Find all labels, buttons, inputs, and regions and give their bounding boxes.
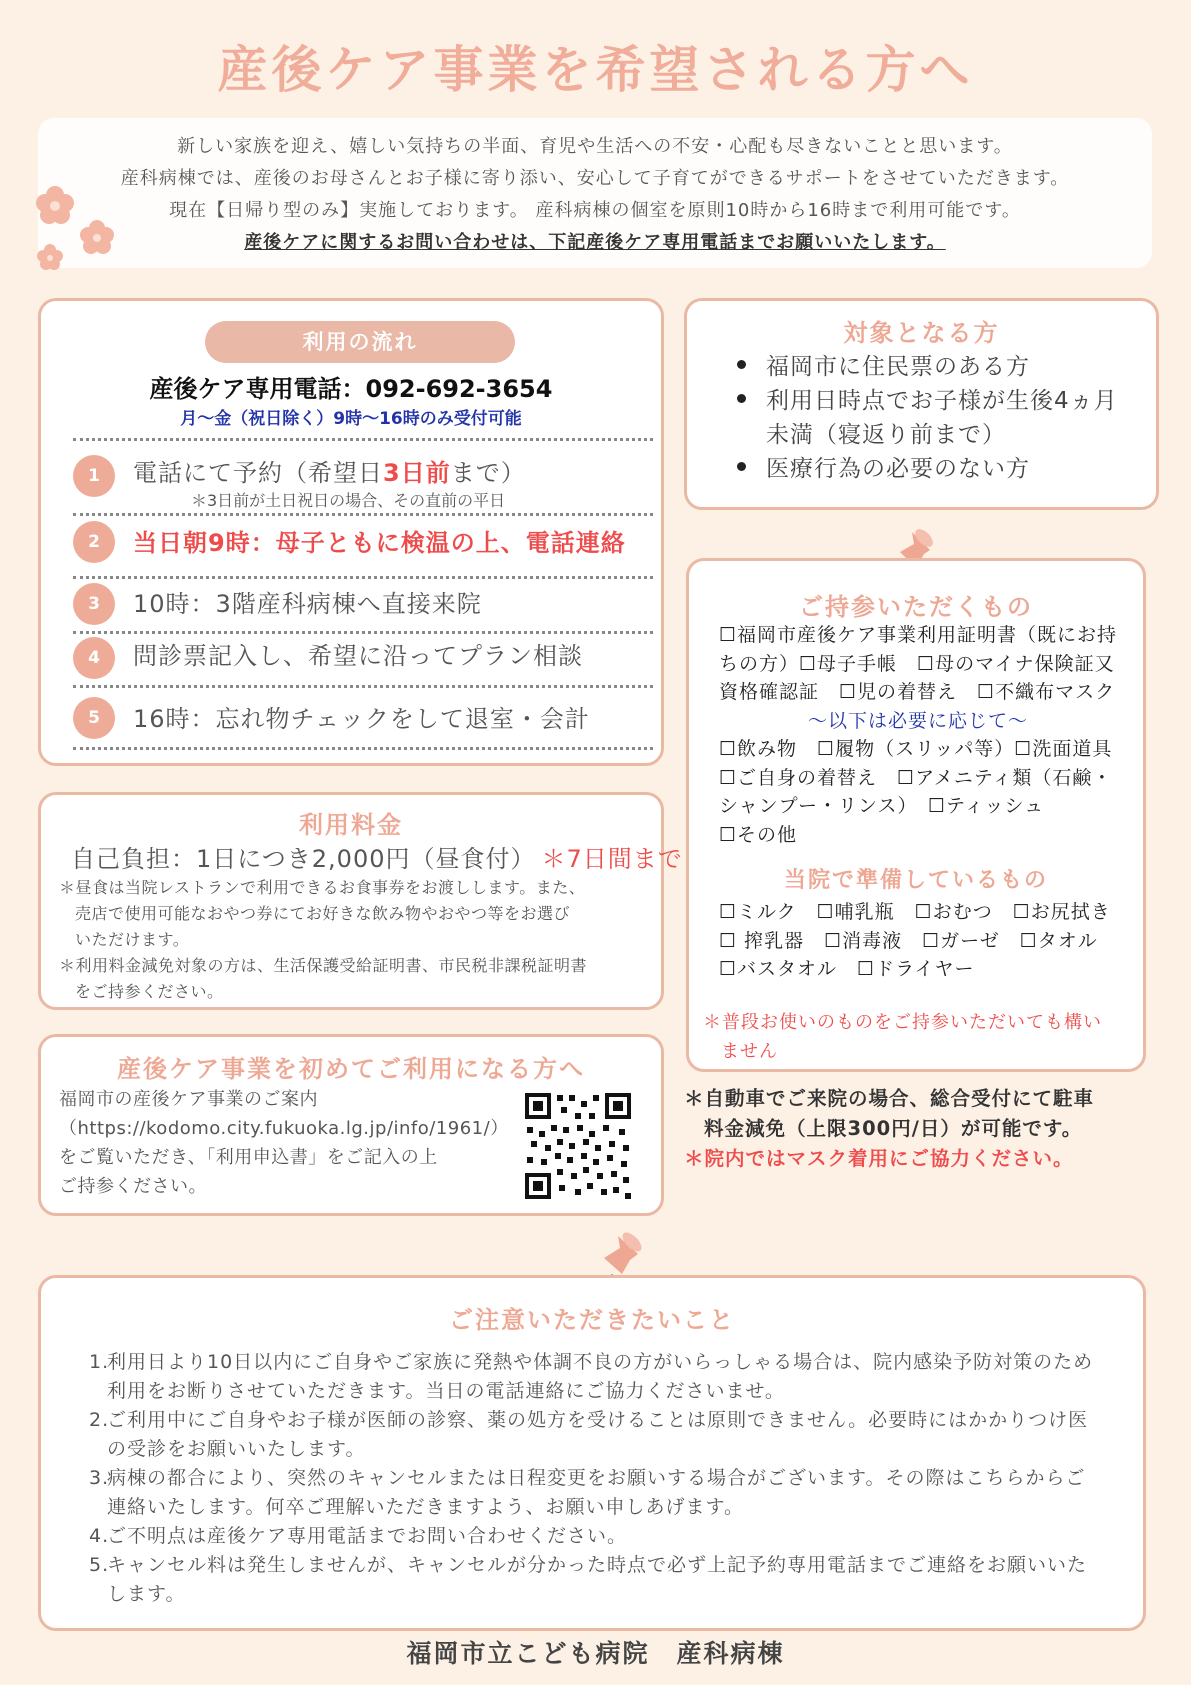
bring-list: ☐福岡市産後ケア事業利用証明書（既にお持 ちの方）☐母子手帳 ☐母のマイナ保険証又 資格確認証 ☐児の着替え ☐不織布マスク ～以下は必要に応じて～ ☐飲み物 ☐履物（スリッパ等）☐洗面道具 ☐ご自身の着替え ☐アメニティ類（石鹸・ シャンプー・リンス） ☐ティッシュ ☐その他 <box>719 624 1118 846</box>
first-time-panel <box>38 1034 664 1216</box>
step-1-note: ＊3日前が土日祝日の場合、その直前の平日 <box>191 491 506 510</box>
target-list <box>737 350 1118 486</box>
flow-heading: 利用の流れ <box>205 321 515 363</box>
dotted-divider <box>73 747 653 750</box>
step-number: 1 <box>73 455 115 497</box>
bring-note: ＊普段お使いのものをご持参いただいても構い ません <box>703 1012 1102 1062</box>
info-url-link[interactable]: （https://kodomo.city.fukuoka.lg.jp/info/1961/） <box>59 1118 509 1139</box>
car-note-1: ＊自動車でご来院の場合、総合受付にて駐車 <box>684 1087 1095 1110</box>
flow-panel <box>38 298 664 766</box>
qr-code-icon[interactable] <box>523 1091 633 1201</box>
fee-panel <box>38 792 683 1010</box>
caution-list: 1.利用日より10日以内にご自身やご家族に発熱や体調不良の方がいらっしゃる場合は、院内感染予防対策のため 利用をお断りさせていただきます。当日の電話連絡にご協力くださいませ。 2.ご利用中にご自身やお子様が医師の診察、薬の処方を受けることは原則できません。必要時にはかかりつけ医 の受診をお願いいたします。 3.病棟の都合により、突然のキャンセルまたは日程変更をお願いする場合がございます。その際はこちらからご 連絡いたします。何卒ご理解いただきますよう、お願い申しあげます。 4.ご不明点は産後ケア専用電話までお問い合わせください。 5.キャンセル料は発生しませんが、キャンセルが分かった時点で必ず上記予約専用電話までご連絡をお願いいた します。 <box>89 1348 1093 1609</box>
notes-block <box>684 1084 1094 1174</box>
step-5-text: 16時：忘れ物チェックをして退室・会計 <box>133 705 590 733</box>
prepared-list: ☐ミルク ☐哺乳瓶 ☐おむつ ☐お尻拭き ☐ 搾乳器 ☐消毒液 ☐ガーゼ ☐タオル ☐バスタオル ☐ドライヤー <box>719 901 1111 980</box>
step-number: 3 <box>73 583 115 625</box>
prepared-heading: 当院で準備しているもの <box>783 868 1048 893</box>
intro-line-2: 産科病棟では、産後のお母さんとお子様に寄り添い、安心して子育てができるサポートをさせていただきます。 <box>120 168 1070 189</box>
caution-heading: ご注意いただきたいこと <box>449 1306 735 1334</box>
fee-note-lunch: ＊昼食は当院レストランで利用できるお食事券をお渡しします。また、 売店で使用可能なおやつ券にてお好きな飲み物やおやつ等をお選び いただけます。 <box>59 878 586 949</box>
caution-item: 3.病棟の都合により、突然のキャンセルまたは日程変更をお願いする場合がございます。その際はこちらからご <box>89 1467 1086 1489</box>
step-number: 4 <box>73 637 115 679</box>
page-title: 産後ケア事業を希望される方へ <box>217 41 974 99</box>
dotted-divider <box>73 576 653 579</box>
dotted-divider <box>73 438 653 441</box>
caution-item: 1.利用日より10日以内にご自身やご家族に発熱や体調不良の方がいらっしゃる場合は、院内感染予防対策のため <box>89 1351 1094 1373</box>
caution-item: 2.ご利用中にご自身やお子様が医師の診察、薬の処方を受けることは原則できません。必要時にはかかりつけ医 <box>89 1409 1089 1431</box>
target-heading: 対象となる方 <box>843 319 1000 347</box>
step-number: 5 <box>73 697 115 739</box>
target-item: 利用日時点でお子様が生後4ヵ月 <box>737 384 1118 418</box>
step-4-text: 問診票記入し、希望に沿ってプラン相談 <box>133 642 583 670</box>
first-time-text: 福岡市の産後ケア事業のご案内 （https://kodomo.city.fukuoka.lg.jp/info/1961/） をご覧いただき、「利用申込書」をご記入の上 ご持参ください。 <box>59 1089 509 1197</box>
target-item: 未満（寝返り前まで） <box>766 422 1006 448</box>
step-number: 2 <box>73 521 115 563</box>
dotted-divider <box>73 631 653 634</box>
caution-panel <box>38 1275 1146 1631</box>
fee-note-reduction: ＊利用料金減免対象の方は、生活保護受給証明書、市民税非課税証明書 をご持参ください。 <box>59 956 588 1001</box>
target-item: 福岡市に住民票のある方 <box>737 350 1118 384</box>
flow-phone: 産後ケア専用電話：092-692-3654 <box>149 375 553 403</box>
flower-decoration-icon <box>22 178 122 278</box>
bring-panel <box>686 558 1146 1072</box>
intro-contact: 産後ケアに関するお問い合わせは、下記産後ケア専用電話までお願いいたします。 <box>244 232 946 253</box>
bring-optional-label: ～以下は必要に応じて～ <box>808 709 1029 732</box>
fee-main: 自己負担：1日につき2,000円（昼食付） ＊7日間まで <box>71 845 683 873</box>
step-2-text: 当日朝9時：母子ともに検温の上、電話連絡 <box>133 529 626 557</box>
intro-line-3: 現在【日帰り型のみ】実施しております。 産科病棟の個室を原則10時から16時まで利用可能です。 <box>169 200 1021 221</box>
footer-hospital: 福岡市立こども病院 産科病棟 <box>406 1639 785 1668</box>
car-note-2: 料金減免（上限300円/日）が可能です。 <box>704 1117 1083 1140</box>
step-3-text: 10時：3階産科病棟へ直接来院 <box>133 590 482 618</box>
intro-box <box>38 118 1152 268</box>
caution-item: 4.ご不明点は産後ケア専用電話までお問い合わせください。 <box>89 1525 628 1547</box>
intro-line-1: 新しい家族を迎え、嬉しい気持ちの半面、育児や生活への不安・心配も尽きないことと思います。 <box>177 136 1013 157</box>
fee-heading: 利用料金 <box>299 811 403 839</box>
caution-item: 5.キャンセル料は発生しませんが、キャンセルが分かった時点で必ず上記予約専用電話までご連絡をお願いいた <box>89 1554 1088 1576</box>
dotted-divider <box>73 513 653 516</box>
bring-heading: ご持参いただくもの <box>799 593 1033 621</box>
target-panel <box>684 298 1159 510</box>
dotted-divider <box>73 685 653 688</box>
target-item: 医療行為の必要のない方 <box>737 452 1118 486</box>
mask-note: ＊院内ではマスク着用にご協力ください。 <box>684 1147 1074 1170</box>
step-1-text: 電話にて予約（希望日3日前まで） <box>133 459 526 487</box>
first-time-heading: 産後ケア事業を初めてご利用になる方へ <box>117 1055 585 1083</box>
flow-hours: 月～金（祝日除く）9時～16時のみ受付可能 <box>180 409 522 429</box>
